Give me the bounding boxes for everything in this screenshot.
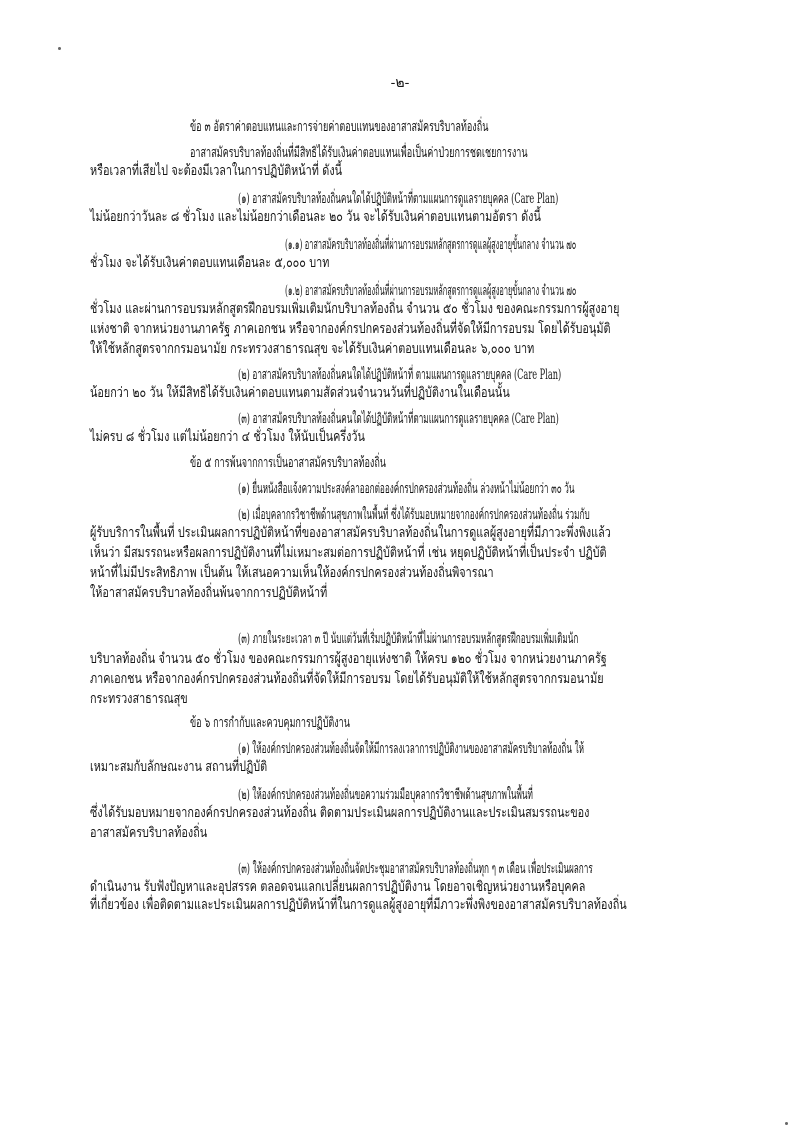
text-line: อาสาสมัครบริบาลท้องถิ่น bbox=[90, 825, 208, 841]
text-line: น้อยกว่า ๒๐ วัน ให้มีสิทธิได้รับเงินค่าตอบแทนตามสัดส่วนจำนวนวันที่ปฏิบัติงานในเดือนนั้น bbox=[90, 385, 510, 401]
text-line: ข้อ ๕ การพ้นจากการเป็นอาสาสมัครบริบาลท้องถิ่น bbox=[190, 455, 386, 471]
text-line: อาสาสมัครบริบาลท้องถิ่นที่มีสิทธิได้รับเงินค่าตอบแทนเพื่อเป็นค่าป่วยการชดเชยการงาน bbox=[190, 145, 528, 161]
text-line: ให้อาสาสมัครบริบาลท้องถิ่นพ้นจากการปฏิบัติหน้าที่ bbox=[90, 585, 328, 601]
text-line: แห่งชาติ จากหน่วยงานภาครัฐ ภาคเอกชน หรือจากองค์กรปกครองส่วนท้องถิ่นที่จัดให้มีการอบรม โดยได้รับอนุมัติ bbox=[90, 321, 611, 337]
text-line: ไม่น้อยกว่าวันละ ๘ ชั่วโมง และไม่น้อยกว่าเดือนละ ๒๐ วัน จะได้รับเงินค่าตอบแทนตามอัตรา ดังนี้ bbox=[90, 209, 541, 225]
text-line: หน้าที่ไม่มีประสิทธิภาพ เป็นต้น ให้เสนอความเห็นให้องค์กรปกครองส่วนท้องถิ่นพิจารณา bbox=[90, 565, 494, 581]
text-line: (๓) อาสาสมัครบริบาลท้องถิ่นคนใดได้ปฏิบัติหน้าที่ตามแผนการดูแลรายบุคคล (Care Plan) bbox=[238, 411, 559, 427]
text-line: ข้อ ๖ การกำกับและควบคุมการปฏิบัติงาน bbox=[190, 715, 350, 731]
text-line: (๑.๑) อาสาสมัครบริบาลท้องถิ่นที่ผ่านการอบรมหลักสูตรการดูแลผู้สูงอายุขั้นกลาง จำนวน ๗๐ bbox=[285, 237, 577, 253]
scan-speck bbox=[58, 47, 61, 50]
text-line: ภาคเอกชน หรือจากองค์กรปกครองส่วนท้องถิ่นที่จัดให้มีการอบรม โดยได้รับอนุมัติให้ใช้หลักสูตรจากกรมอนามัย bbox=[90, 671, 604, 687]
text-line: กระทรวงสาธารณสุข bbox=[90, 691, 188, 707]
text-line: ชั่วโมง และผ่านการอบรมหลักสูตรฝึกอบรมเพิ่มเติมนักบริบาลท้องถิ่น จำนวน ๕๐ ชั่วโมง ของคณะกรรมการผู้สูงอายุ bbox=[90, 301, 620, 317]
text-line: ซึ่งได้รับมอบหมายจากองค์กรปกครองส่วนท้องถิ่น ติดตามประเมินผลการปฏิบัติงานและประเมินสมรรถนะของ bbox=[90, 805, 590, 821]
text-line: (๑.๒) อาสาสมัครบริบาลท้องถิ่นที่ผ่านการอบรมหลักสูตรการดูแลผู้สูงอายุขั้นกลาง จำนวน ๗๐ bbox=[285, 283, 577, 299]
text-line: (๑) ยื่นหนังสือแจ้งความประสงค์ลาออกต่อองค์กรปกครองส่วนท้องถิ่น ล่วงหน้าไม่น้อยกว่า ๓๐ วัน bbox=[238, 481, 575, 497]
page-number: -๒- bbox=[390, 75, 410, 91]
text-line: ที่เกี่ยวข้อง เพื่อติดตามและประเมินผลการปฏิบัติหน้าที่ในการดูแลผู้สูงอายุที่มีภาวะพึ่งพิงของอาสาสมัครบริบาลท้องถิ่น bbox=[90, 897, 627, 913]
text-line: หรือเวลาที่เสียไป จะต้องมีเวลาในการปฏิบัติหน้าที่ ดังนี้ bbox=[90, 163, 343, 179]
text-line: (๒) ให้องค์กรปกครองส่วนท้องถิ่นขอความร่วมมือบุคลากรวิชาชีพด้านสุขภาพในพื้นที่ bbox=[238, 787, 533, 803]
text-line: บริบาลท้องถิ่น จำนวน ๕๐ ชั่วโมง ของคณะกรรมการผู้สูงอายุแห่งชาติ ให้ครบ ๑๒๐ ชั่วโมง จากหน่วยงานภาครัฐ bbox=[90, 651, 607, 667]
text-line: ไม่ครบ ๘ ชั่วโมง แต่ไม่น้อยกว่า ๔ ชั่วโมง ให้นับเป็นครึ่งวัน bbox=[90, 429, 365, 445]
text-line: ดำเนินงาน รับฟังปัญหาและอุปสรรค ตลอดจนแลกเปลี่ยนผลการปฏิบัติงาน โดยอาจเชิญหน่วยงานหรือบุคคล bbox=[90, 879, 586, 895]
text-line: (๓) ให้องค์กรปกครองส่วนท้องถิ่นจัดประชุมอาสาสมัครบริบาลท้องถิ่นทุก ๆ ๓ เดือน เพื่อประเมินผลการ bbox=[238, 861, 593, 877]
text-line: (๒) อาสาสมัครบริบาลท้องถิ่นคนใดได้ปฏิบัติหน้าที่ ตามแผนการดูแลรายบุคคล (Care Plan) bbox=[238, 367, 562, 383]
text-line: (๑) อาสาสมัครบริบาลท้องถิ่นคนใดได้ปฏิบัติหน้าที่ตามแผนการดูแลรายบุคคล (Care Plan) bbox=[238, 191, 559, 207]
scan-speck bbox=[785, 1122, 788, 1125]
text-line: (๒) เมื่อบุคลากรวิชาชีพด้านสุขภาพในพื้นที่ ซึ่งได้รับมอบหมายจากองค์กรปกครองส่วนท้องถิ่น ร่วมกับ bbox=[238, 507, 590, 523]
text-line: (๓) ภายในระยะเวลา ๓ ปี นับแต่วันที่เริ่มปฏิบัติหน้าที่ไม่ผ่านการอบรมหลักสูตรฝึกอบรมเพิ่มเติมนัก bbox=[238, 631, 579, 647]
text-line: ให้ใช้หลักสูตรจากกรมอนามัย กระทรวงสาธารณสุข จะได้รับเงินค่าตอบแทนเดือนละ ๖,๐๐๐ บาท bbox=[90, 341, 535, 357]
text-line: เห็นว่า มีสมรรถนะหรือผลการปฏิบัติงานที่ไม่เหมาะสมต่อการปฏิบัติหน้าที่ เช่น หยุดปฏิบัติหน้าที่เป็นประจำ ปฏิบัติ bbox=[90, 545, 607, 561]
text-line: เหมาะสมกับลักษณะงาน สถานที่ปฏิบัติ bbox=[90, 759, 268, 775]
text-line: (๑) ให้องค์กรปกครองส่วนท้องถิ่นจัดให้มีการลงเวลาการปฏิบัติงานของอาสาสมัครบริบาลท้องถิ่น ให้ bbox=[238, 741, 584, 757]
text-line: ข้อ ๓ อัตราค่าตอบแทนและการจ่ายค่าตอบแทนของอาสาสมัครบริบาลท้องถิ่น bbox=[190, 119, 489, 135]
text-line: ผู้รับบริการในพื้นที่ ประเมินผลการปฏิบัติหน้าที่ของอาสาสมัครบริบาลท้องถิ่นในการดูแลผู้สูงอายุที่มีภาวะพึ่งพิงแล้ว bbox=[90, 525, 611, 541]
text-line: ชั่วโมง จะได้รับเงินค่าตอบแทนเดือนละ ๕,๐๐๐ บาท bbox=[90, 255, 330, 271]
